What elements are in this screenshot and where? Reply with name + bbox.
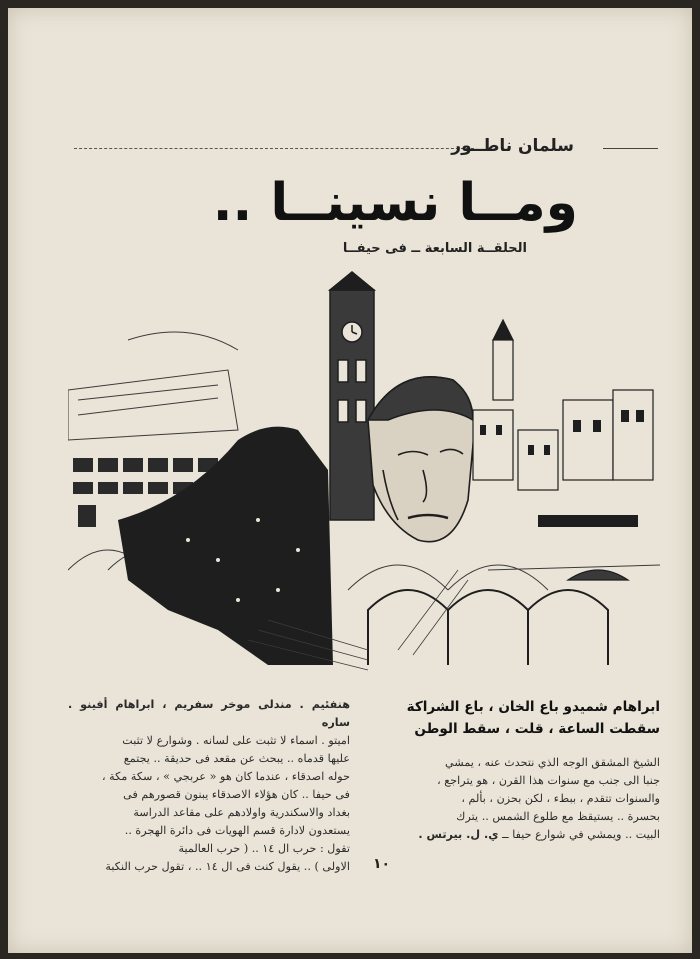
article-subtitle: الحلقــة السابعة ــ فى حيفــا [342,241,527,256]
body-line: بحسرة .. يستيقظ مع طلوع الشمس .. يترك [456,810,660,823]
body-line: الاولى ) .. يقول كنت فى ال ١٤ .. ، تقول حرب النكبة [105,860,350,873]
author-name: سلمان ناطــور [451,136,574,156]
body-line: عليها قدماه .. يبحث عن مقعد فى حديقة .. يجتمع [123,752,350,765]
header-rule [74,148,474,149]
body-line: فى حيفا .. كان هؤلاء الاصدقاء يبنون قصورهم فى [123,788,350,801]
magazine-page [8,8,692,953]
body-line: حوله اصدقاء ، عندما كان هو « عربجي » ، سكة مكة ، [102,770,350,783]
body-line: اميتو . اسماء لا تثبت على لسانه . وشوارع لا تثبت [122,734,350,747]
clock-tower-illustration-icon [68,270,660,678]
body-line: جنبا الى جنب مع سنوات هذا القرن ، هو يتراجع ، [437,774,660,787]
left-column [68,696,350,876]
body-line: والسنوات تتقدم ، ببطء ، لكن بحزن ، بألم ، [461,792,660,805]
right-column [396,696,660,844]
body-line: البيت .. ويمشي في شوارع حيفا ــ [502,828,660,841]
section-heading-line-2: سقطت الساعة ، قلت ، سقط الوطن [414,721,660,737]
body-line: تقول : حرب ال ١٤ .. ( حرب العالمية [178,842,350,855]
body-line: بغداد والاسكندرية واولادهم على مقاعد الدراسة [133,806,350,819]
right-column-body [396,754,660,844]
body-line: الشيخ المشقق الوجه الذي نتحدث عنه ، يمشي [445,756,660,769]
body-line-last [396,826,660,844]
body-line: هنفئيم . مندلى موخر سفريم ، ابراهام أفينو . ساره [68,698,350,729]
body-line: يستعدون لادارة قسم الهويات فى دائرة الهجرة .. [124,824,350,837]
section-heading-line-1: ابراهام شميدو باع الخان ، باع الشراكة [406,699,660,715]
header-rule-right [603,148,658,149]
page-number: ١٠ [373,856,391,872]
signature: ي. ل. بيرتس . [418,828,499,841]
article-title: ومــا نسينــا .. [212,173,578,233]
